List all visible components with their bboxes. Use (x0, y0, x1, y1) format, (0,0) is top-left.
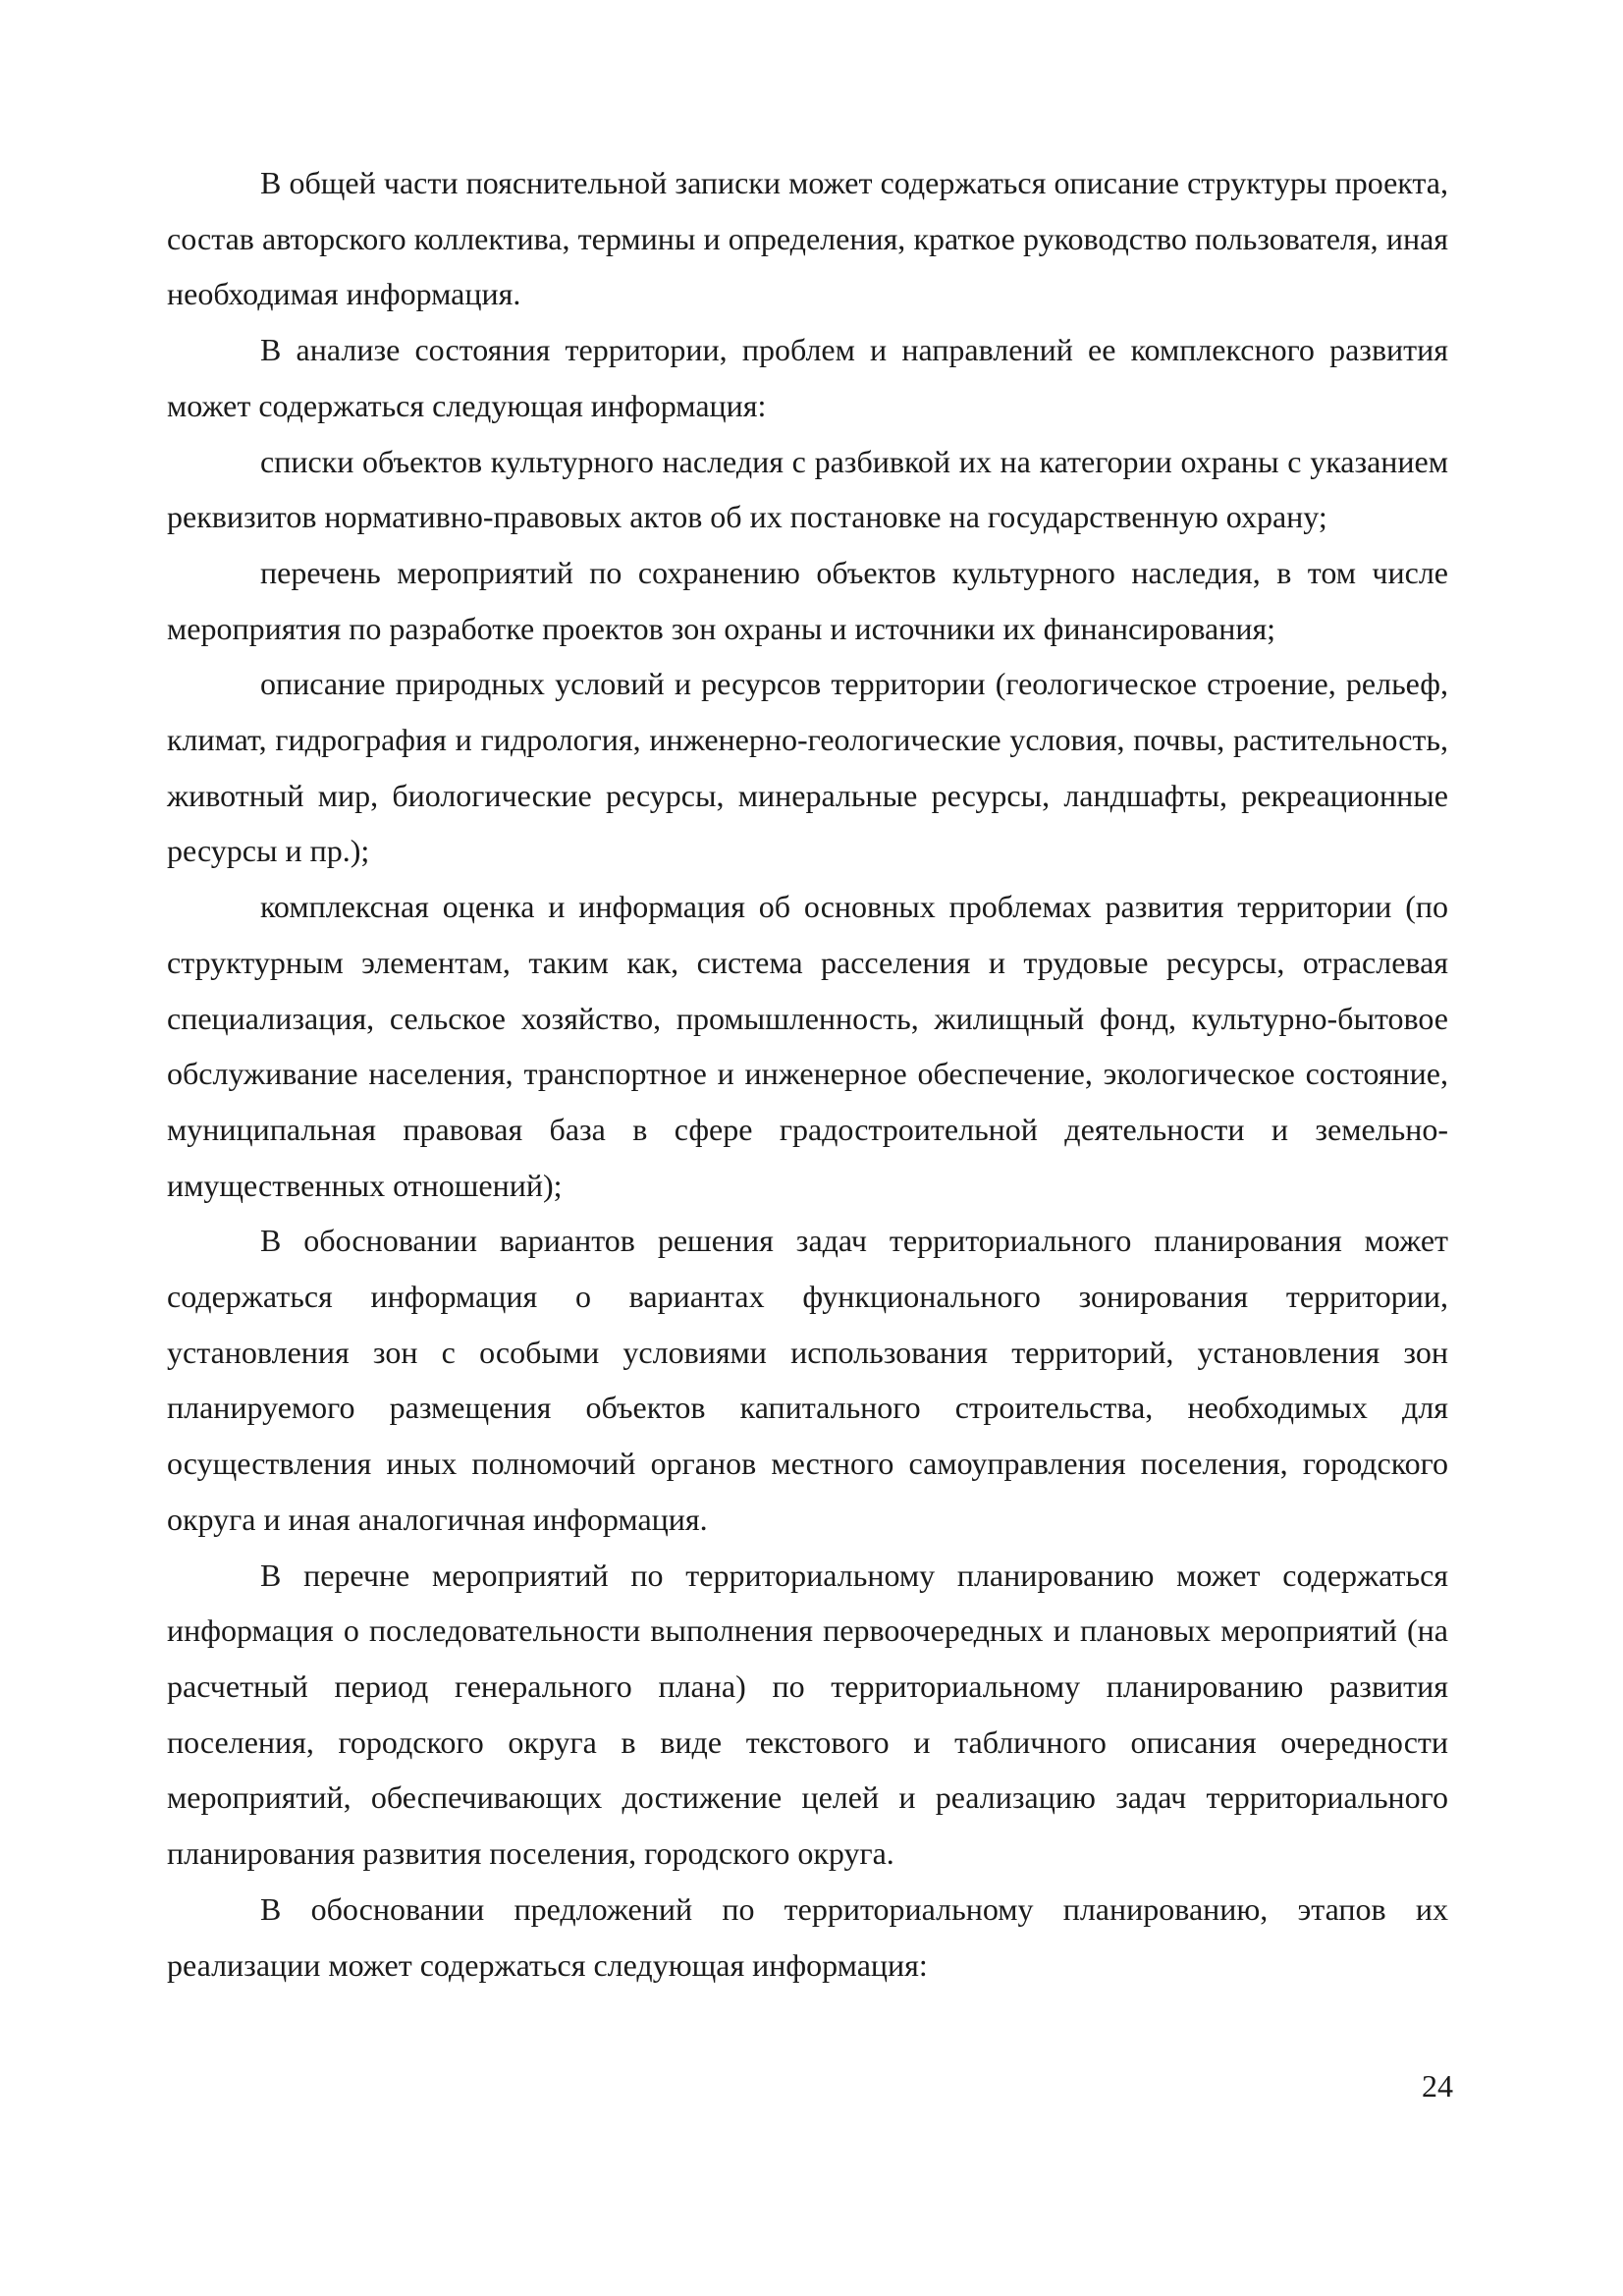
paragraph-territory-analysis: В анализе состояния территории, проблем и направлений ее комплексного развития может содержаться следующая информация: (167, 332, 1448, 423)
page-number: 24 (1422, 2068, 1453, 2104)
paragraph-planning-variants: В обосновании вариантов решения задач территориального планирования может содержаться информация о вариантах функционального зонирования территории, установления зон с особыми условиями использования территорий, установления зон планируемого размещения объектов капитального строительства, необходимых для осуществления иных полномочий органов местного самоуправления поселения, городского округа и иная аналогичная информация. (167, 1223, 1448, 1537)
paragraph-proposals-justification: В обосновании предложений по территориальному планированию, этапов их реализации может содержаться следующая информация: (167, 1890, 1448, 1983)
paragraph-heritage-measures: перечень мероприятий по сохранению объектов культурного наследия, в том числе мероприятия по разработке проектов зон охраны и источники их финансирования; (167, 554, 1448, 646)
paragraph-planning-measures: В перечне мероприятий по территориальному планированию может содержаться информация о последовательности выполнения первоочередных и плановых мероприятий (на расчетный период генерального плана) по территориальному планированию развития поселения, городского округа в виде текстового и табличного описания очередности мероприятий, обеспечивающих достижение целей и реализацию задач территориального планирования развития поселения, городского округа. (167, 1557, 1448, 1872)
paragraph-complex-assessment: комплексная оценка и информация об основных проблемах развития территории (по структурным элементам, таким как, система расселения и трудовые ресурсы, отраслевая специализация, сельское хозяйство, промышленность, жилищный фонд, культурно-бытовое обслуживание населения, транспортное и инженерное обеспечение, экологическое состояние, муниципальная правовая база в сфере градостроительной деятельности и земельно-имущественных отношений); (167, 889, 1448, 1203)
paragraph-natural-conditions: описание природных условий и ресурсов территории (геологическое строение, рельеф, климат, гидрография и гидрология, инженерно-геологические условия, почвы, растительность, животный мир, биологические ресурсы, минеральные ресурсы, ландшафты, рекреационные ресурсы и пр.); (167, 666, 1448, 869)
paragraph-general-part: В общей части пояснительной записки может содержаться описание структуры проекта, состав авторского коллектива, термины и определения, краткое руководство пользователя, иная необходимая информация. (167, 165, 1448, 312)
body-text (167, 155, 1448, 1993)
paragraph-heritage-lists: списки объектов культурного наследия с разбивкой их на категории охраны с указанием реквизитов нормативно-правовых актов об их постановке на государственную охрану; (167, 443, 1448, 535)
